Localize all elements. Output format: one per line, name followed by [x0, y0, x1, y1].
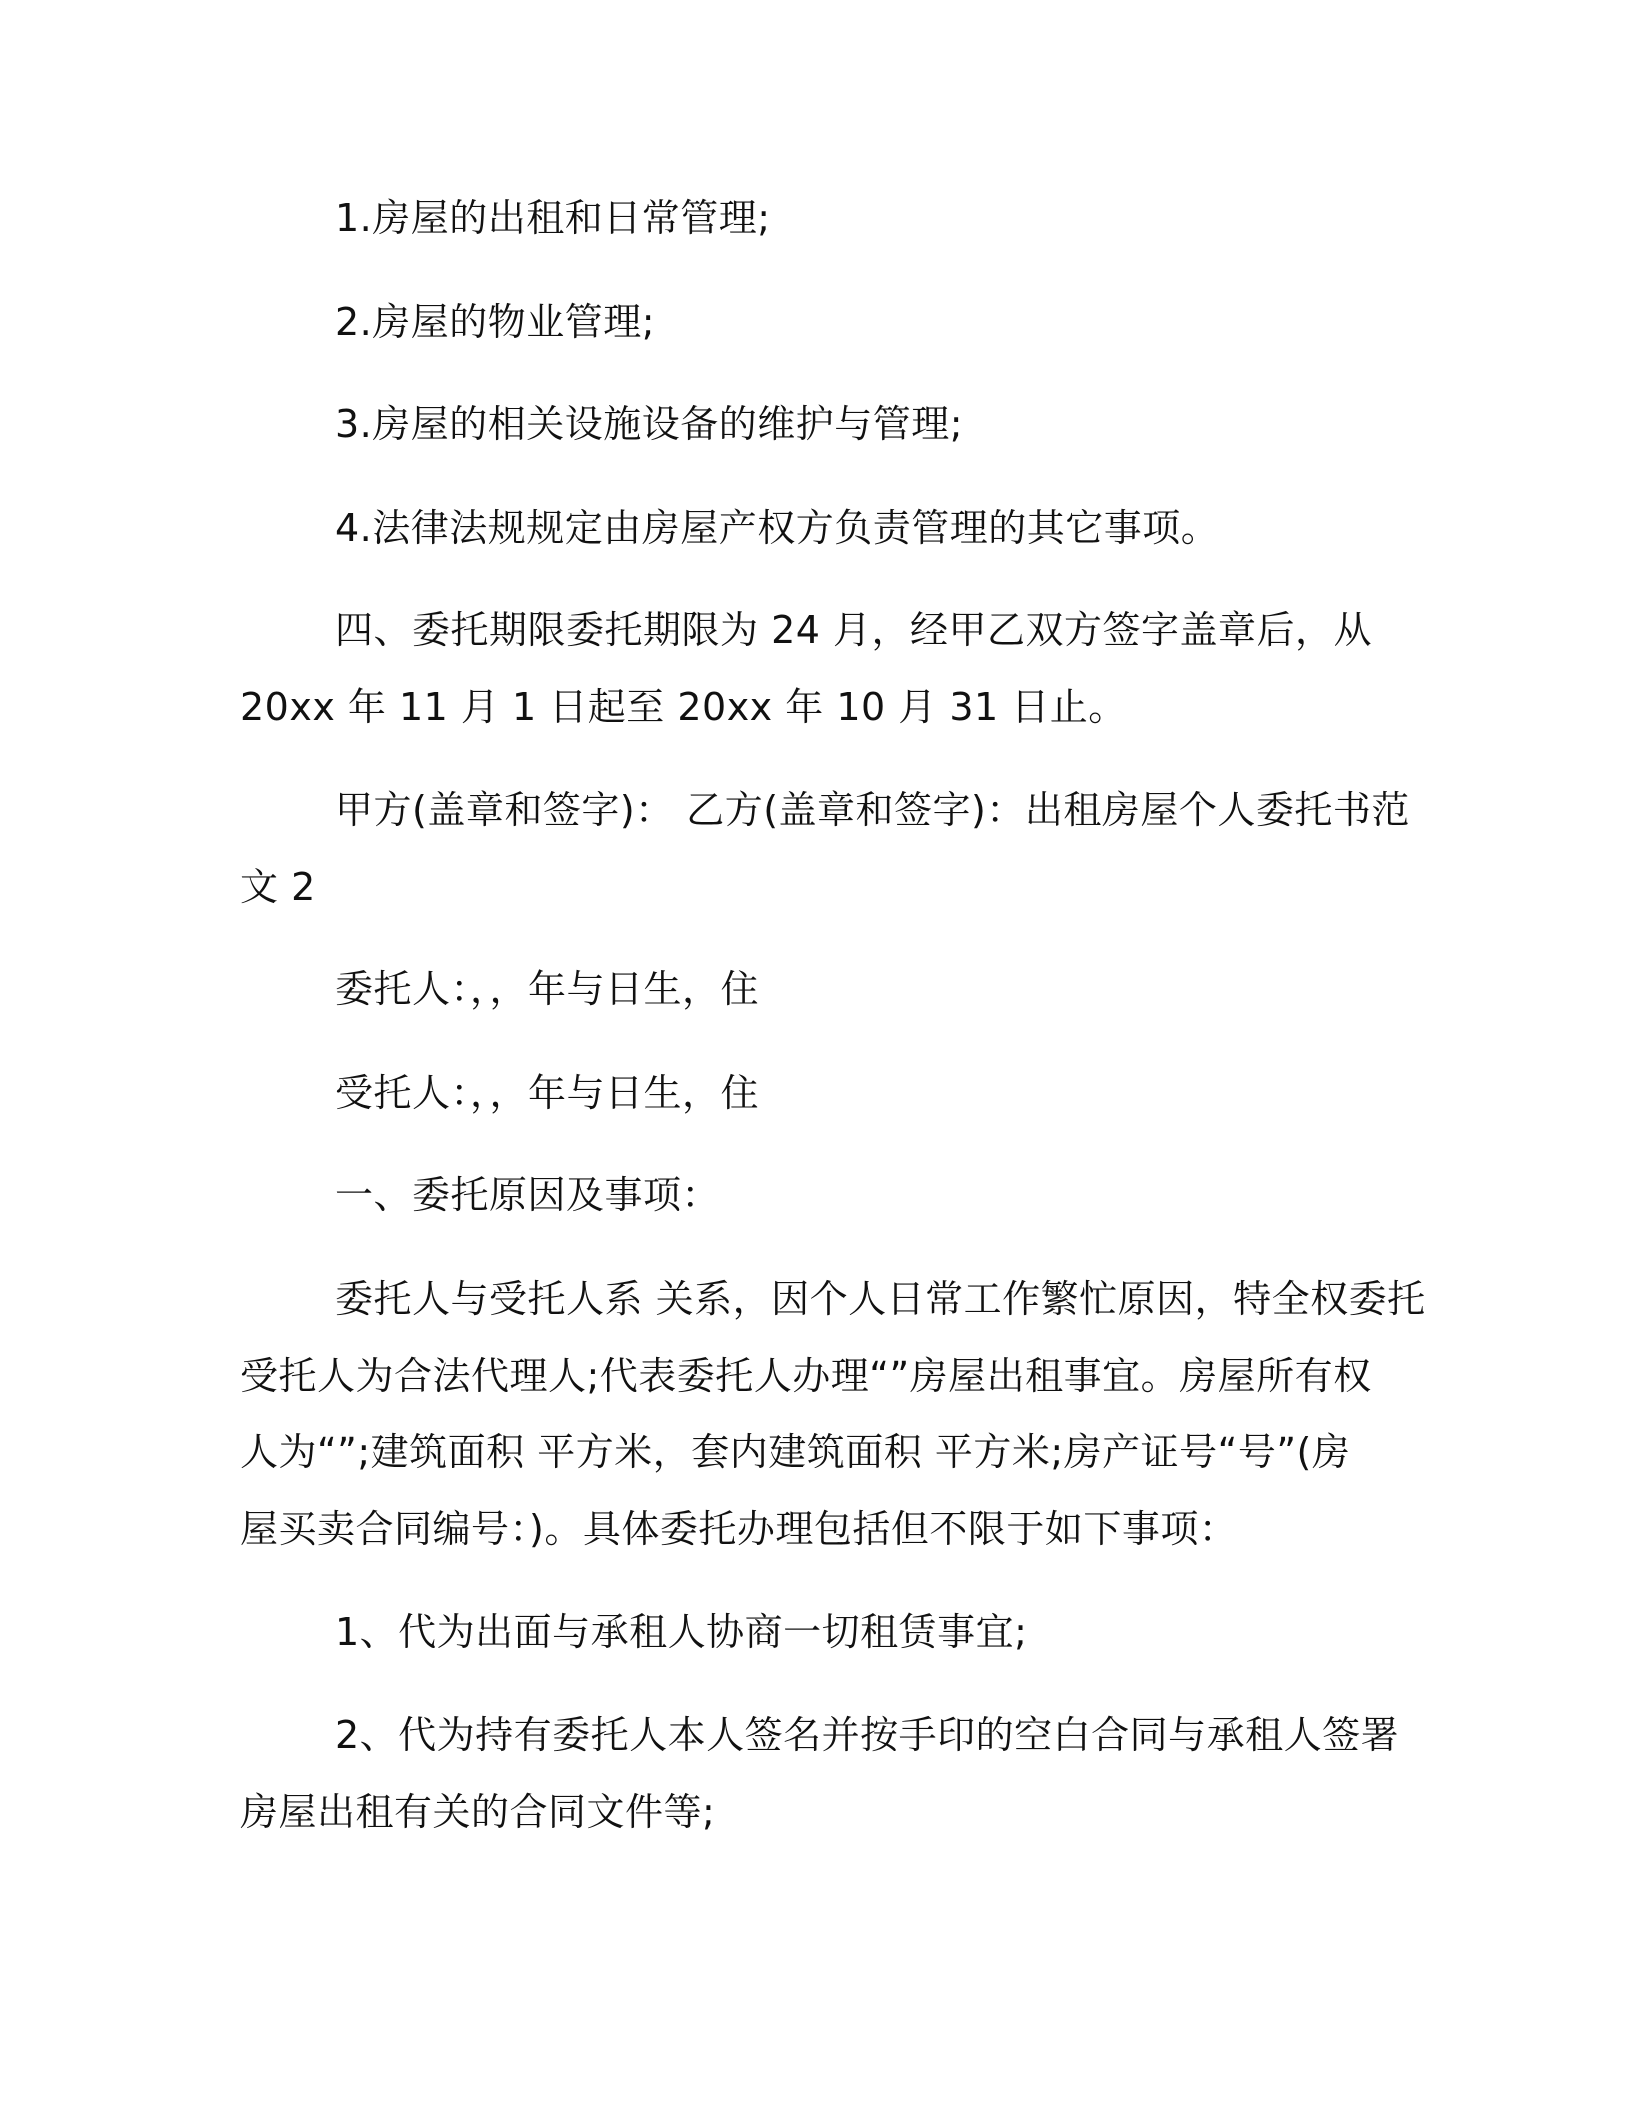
- list-item-rental-management: 1.房屋的出租和日常管理;: [335, 196, 771, 240]
- paragraph-body-line-4: 屋买卖合同编号：)。具体委托办理包括但不限于如下事项：: [240, 1507, 1238, 1551]
- list-item-sign-contracts-cont: 房屋出租有关的合同文件等;: [240, 1790, 716, 1834]
- paragraph-term-dates: 20xx 年 11 月 1 日起至 20xx 年 10 月 31 日止。: [240, 685, 1127, 729]
- paragraph-signatures: 甲方(盖章和签字)： 乙方(盖章和签字)：出租房屋个人委托书范: [335, 788, 1410, 832]
- field-principal: 委托人：，，年与日生，住: [335, 967, 760, 1011]
- section-heading-reasons: 一、委托原因及事项：: [335, 1173, 721, 1217]
- list-item-other-matters: 4.法律法规规定由房屋产权方负责管理的其它事项。: [335, 506, 1220, 550]
- paragraph-body-line-3: 人为“”;建筑面积 平方米，套内建筑面积 平方米;房产证号“号”(房: [240, 1430, 1351, 1474]
- list-item-facility-maintenance: 3.房屋的相关设施设备的维护与管理;: [335, 402, 964, 446]
- list-item-negotiate: 1、代为出面与承租人协商一切租赁事宜;: [335, 1610, 1028, 1654]
- section-heading-term: 四、委托期限委托期限为 24 月，经甲乙双方签字盖章后，从: [335, 608, 1373, 652]
- paragraph-body-line-1: 委托人与受托人系 关系，因个人日常工作繁忙原因，特全权委托: [335, 1277, 1426, 1321]
- field-agent: 受托人：，，年与日生，住: [335, 1071, 760, 1115]
- paragraph-sample-2: 文 2: [240, 865, 316, 909]
- paragraph-body-line-2: 受托人为合法代理人;代表委托人办理“”房屋出租事宜。房屋所有权: [240, 1354, 1372, 1398]
- list-item-property-management: 2.房屋的物业管理;: [335, 300, 656, 344]
- list-item-sign-contracts: 2、代为持有委托人本人签名并按手印的空白合同与承租人签署: [335, 1713, 1400, 1757]
